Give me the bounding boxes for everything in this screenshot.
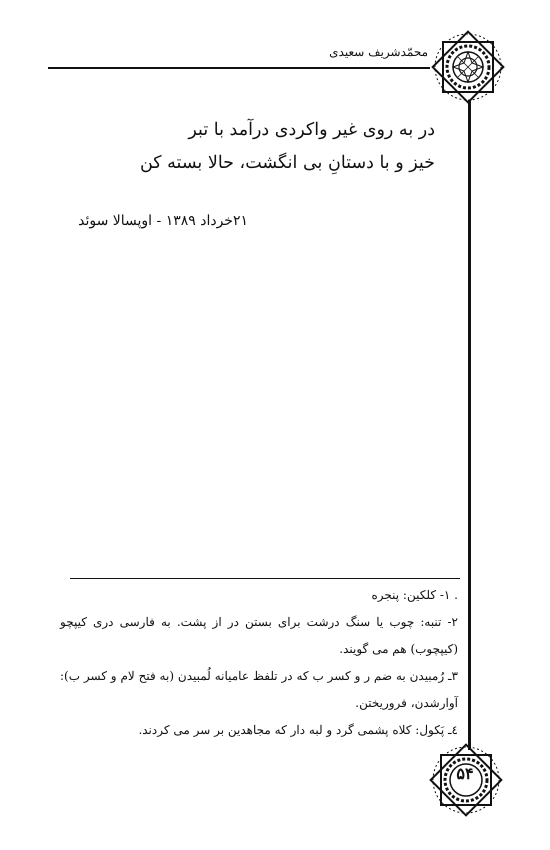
page-number: ۵۴ — [456, 764, 474, 783]
footnotes — [60, 582, 458, 744]
poem-line-1: در به روی غیر واکردی درآمد با تبر — [188, 120, 435, 140]
rosette-icon — [430, 29, 506, 105]
header-rule — [48, 67, 430, 69]
footnote-1: . ۱- کلکین: پنجره — [371, 588, 458, 602]
footnote-4: ٤ـ پَکول: کلاه پشمی گرد و لبه دار که مجاهدین بر سر می کردند. — [138, 723, 458, 737]
author-name: محمّدشریف سعیدی — [329, 45, 428, 59]
poem-line-2: خیز و با دستانِ بی انگشت، حالا بسته کن — [139, 153, 435, 173]
date-place: ۲۱خرداد ۱۳۸۹ - اوپسالا سوئد — [78, 213, 248, 229]
footnote-2: ۲- تنبه: چوب یا سنگ درشت برای بستن در از پشت. به فارسی دری کیپچو (کیپچوب) هم می گویند. — [60, 615, 458, 656]
footnote-rule — [70, 578, 460, 579]
margin-vertical-rule — [468, 100, 471, 750]
footnote-3: ۳ـ رُمبیدن به ضم ر و کسر ب که در تلفظ عامیانه لُمبیدن (به فتح لام و کسر ب): آوارشدن، فروریختن. — [60, 669, 458, 710]
